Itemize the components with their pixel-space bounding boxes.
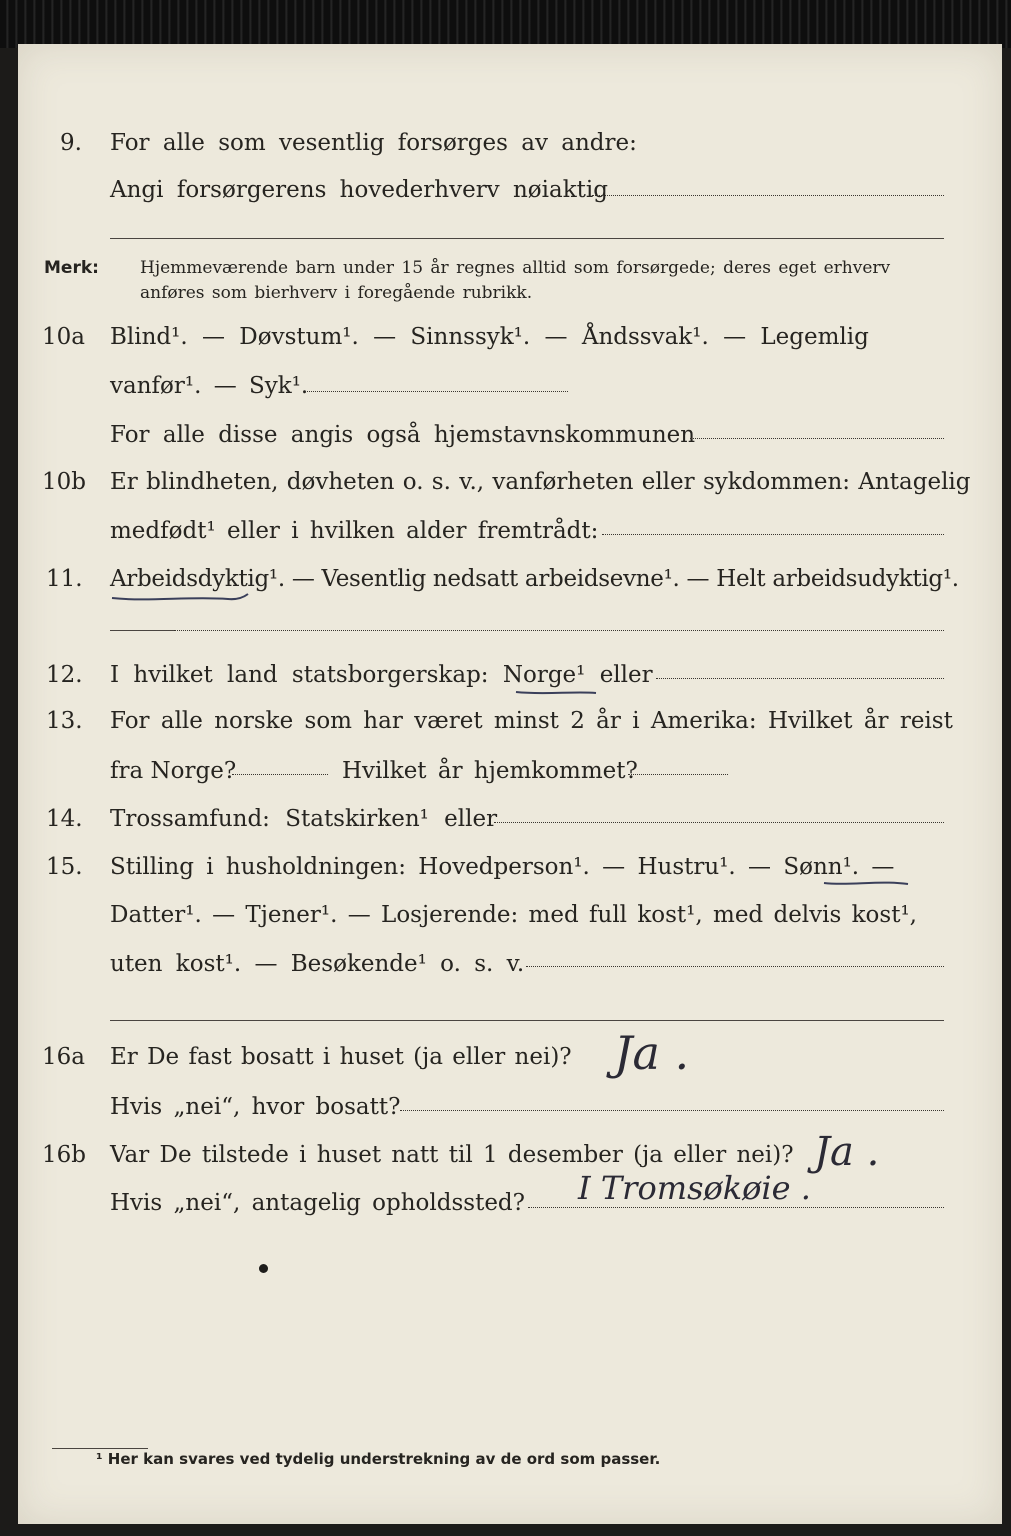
item-number-12: 12. — [46, 662, 83, 688]
item-number-10a: 10a — [42, 324, 85, 350]
item-number-11: 11. — [46, 566, 83, 592]
item-10b-answer-line — [602, 534, 944, 535]
item-16b-handwritten-answer: Ja . — [814, 1129, 880, 1175]
item-12-answer-line — [656, 678, 944, 679]
item-10b-question-cont: medfødt¹ eller i hvilken alder fremtrådt: — [110, 518, 599, 544]
item-10a-answer-line — [303, 391, 568, 392]
item-16a-followup: Hvis „nei“, hvor bosatt? — [110, 1094, 401, 1120]
item-10b-question: Er blindheten, døvheten o. s. v., vanførheten eller sykdommen: Antagelig — [110, 469, 971, 495]
item-16a-answer-line — [400, 1110, 944, 1111]
item-15-answer-line — [526, 966, 944, 967]
footnote-rule — [52, 1448, 148, 1449]
item-13-return-label: Hvilket år hjemkommet? — [342, 758, 638, 784]
item-16a-handwritten-answer: Ja . — [614, 1026, 690, 1080]
item-10a-options: Blind¹. — Døvstum¹. — Sinnssyk¹. — Åndssvak¹. — Legemlig — [110, 324, 869, 350]
merk-label: Merk: — [44, 258, 99, 278]
item-11-options: Arbeidsdyktig¹. — Vesentlig nedsatt arbeidsevne¹. — Helt arbeidsudyktig¹. — [110, 566, 959, 592]
merk-note-line2: anføres som bierhverv i foregående rubrikk. — [140, 283, 533, 303]
item-11-handwritten-underline — [110, 592, 250, 606]
item-16b-followup: Hvis „nei“, antagelig opholdssted? — [110, 1190, 525, 1216]
item-9-question: For alle som vesentlig forsørges av andre: — [110, 130, 637, 156]
item-16b-handwritten-place: I Tromsøkøie . — [578, 1169, 811, 1207]
item-number-16b: 16b — [42, 1142, 86, 1168]
item-number-9: 9. — [60, 130, 82, 156]
section-divider-2 — [110, 1020, 944, 1021]
scan-top-edge — [0, 0, 1011, 48]
item-14-question: Trossamfund: Statskirken¹ eller — [110, 806, 498, 832]
item-10a-municipality-line — [690, 438, 944, 439]
item-11-rule-short — [110, 630, 174, 631]
item-number-15: 15. — [46, 854, 83, 880]
ink-spot — [259, 1264, 268, 1273]
item-15-handwritten-underline — [822, 878, 912, 890]
item-12-question: I hvilket land statsborgerskap: Norge¹ eller — [110, 662, 653, 688]
item-number-16a: 16a — [42, 1044, 85, 1070]
footnote: ¹ Her kan svares ved tydelig understrekning av de ord som passer. — [96, 1450, 661, 1468]
item-number-13: 13. — [46, 708, 83, 734]
item-number-14: 14. — [46, 806, 83, 832]
item-16b-question: Var De tilstede i huset natt til 1 desember (ja eller nei)? — [110, 1142, 794, 1168]
item-13-departure-label: fra Norge? — [110, 758, 237, 784]
item-14-answer-line — [494, 822, 944, 823]
section-divider — [110, 238, 944, 239]
item-15-options-end: uten kost¹. — Besøkende¹ o. s. v. — [110, 951, 525, 977]
item-13-return-line — [628, 774, 728, 775]
merk-note-line1: Hjemmeværende barn under 15 år regnes alltid som forsørgede; deres eget erhverv — [140, 258, 891, 278]
item-11-rule-dotted — [174, 630, 944, 631]
item-9-answer-line — [592, 195, 944, 196]
item-10a-home-municipality: For alle disse angis også hjemstavnskommunen — [110, 422, 696, 448]
item-9-instruction: Angi forsørgerens hovederhverv nøiaktig — [110, 177, 608, 203]
item-15-options: Stilling i husholdningen: Hovedperson¹. — Hustru¹. — Sønn¹. — — [110, 854, 895, 880]
item-16a-question: Er De fast bosatt i huset (ja eller nei)? — [110, 1044, 572, 1070]
item-10a-options-cont: vanfør¹. — Syk¹. — [110, 373, 309, 399]
item-13-question: For alle norske som har været minst 2 år i Amerika: Hvilket år reist — [110, 708, 953, 734]
item-13-departure-line — [232, 774, 328, 775]
item-16b-answer-line — [528, 1207, 944, 1208]
item-12-handwritten-underline — [514, 688, 600, 698]
item-number-10b: 10b — [42, 469, 86, 495]
census-form-page — [18, 44, 1002, 1524]
item-15-options-cont: Datter¹. — Tjener¹. — Losjerende: med full kost¹, med delvis kost¹, — [110, 902, 917, 928]
